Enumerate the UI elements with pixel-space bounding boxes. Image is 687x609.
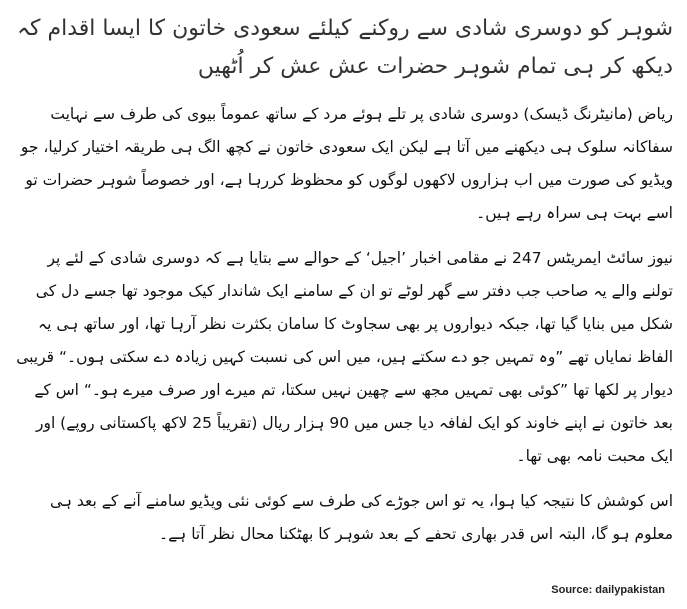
paragraph-details: نیوز سائٹ ایمریٹس 247 نے مقامی اخبار ’اجیل‘ کے حوالے سے بتایا ہے کہ دوسری شادی کے لئے پر تولنے والے یہ صاحب جب دفتر سے گھر لوٹے تو ان کے سامنے ایک شاندار کیک موجود تھا جسے دل کی شکل میں بنایا گیا تھا، جبکہ دیواروں پر بھی سجاوٹ کا سامان بکثرت نظر آرہا تھا، اور ساتھ ہی یہ الفاظ نمایاں تھے ”وہ تمہیں جو دے سکتے ہیں، میں اس کی نسبت کہیں زیادہ دے سکتی ہوں۔“ قریبی دیوار پر لکھا تھا ”کوئی بھی تمہیں مجھ سے چھین نہیں سکتا، تم میرے اور صرف میرے ہو۔“ اس کے بعد خاتون نے اپنے خاوند کو ایک لفافہ دیا جس میں 90 ہزار ریال (تقریباً 25 لاکھ پاکستانی روپے) اور ایک محبت نامہ بھی تھا۔ [16, 249, 673, 465]
source-credit: Source: dailypakistan [551, 584, 665, 596]
paragraph-intro: ریاض (مانیٹرنگ ڈیسک) دوسری شادی پر تلے ہوئے مرد کے ساتھ عموماً بیوی کی طرف سے نہایت سفاکانہ سلوک ہی دیکھنے میں آتا ہے لیکن ایک سعودی خاتون نے کچھ الگ ہی طریقہ اختیار کرلیا، جو ویڈیو کی صورت میں اب ہزاروں لاکھوں لوگوں کو محظوظ کررہا ہے، اور خصوصاً شوہر حضرات تو اسے بہت ہی سراہ رہے ہیں۔ [20, 105, 673, 222]
article-title: شوہر کو دوسری شادی سے روکنے کیلئے سعودی خاتون کا ایسا اقدام کہ دیکھ کر ہی تمام شوہر حضرات عش عش کر اُٹھیں [17, 16, 673, 79]
paragraph-conclusion: اس کوشش کا نتیجہ کیا ہوا، یہ تو اس جوڑے کی طرف سے کوئی نئی ویڈیو سامنے آنے کے بعد ہی معلوم ہو گا، البتہ اس قدر بھاری تحفے کے بعد شوہر کا بھٹکنا محال نظر آتا ہے۔ [49, 492, 673, 543]
